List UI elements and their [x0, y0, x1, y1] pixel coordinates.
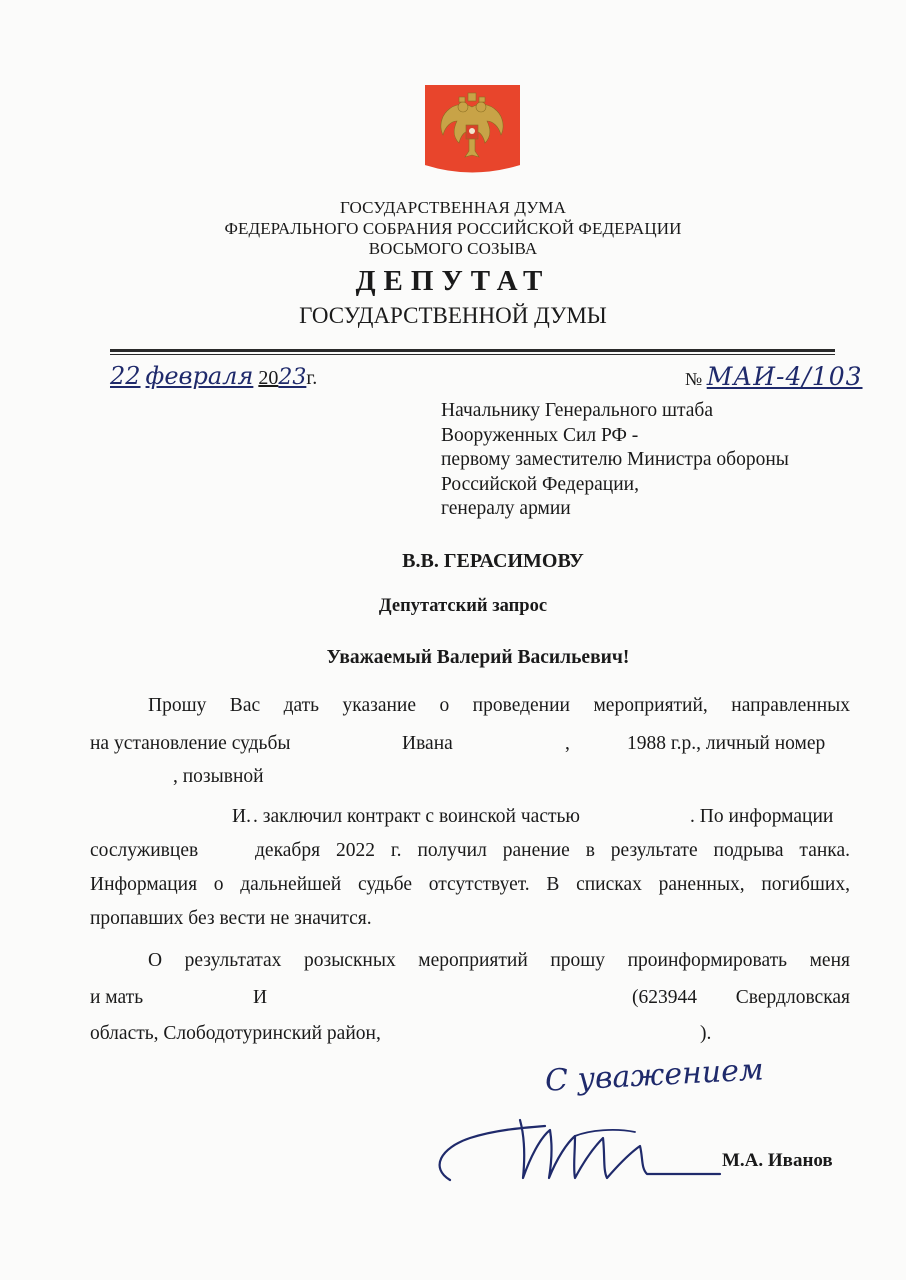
para1-line1: Прошу Вас дать указание о проведении мероприятий, направленных [148, 695, 850, 716]
para3-line3b: ). [700, 1023, 712, 1044]
para2-line4: пропавших без вести не значится. [90, 908, 372, 929]
para2-line2a: сослуживцев [90, 840, 199, 861]
para3-line3a: область, Слободотуринский район, [90, 1023, 381, 1044]
header-divider-thin [110, 354, 835, 355]
addressee-line: генералу армии [441, 498, 571, 519]
coat-of-arms-icon [425, 85, 520, 173]
para2-line1a: И. [232, 806, 251, 827]
date-day: 22 [110, 362, 141, 390]
addressee-name: В.В. ГЕРАСИМОВУ [402, 550, 584, 572]
date-suffix: г. [306, 367, 318, 389]
para3-line2a: и мать [90, 987, 144, 1008]
para2-line3: Информация о дальнейшей судьбе отсутствует. В списках раненных, погибших, [90, 874, 850, 895]
page-title: ДЕПУТАТ [355, 265, 551, 297]
para3-line2c: (623944 Свердловская [632, 987, 850, 1008]
para1-line2d: 1988 г.р., личный номер [627, 733, 826, 754]
date-year-hand: 23 [278, 365, 307, 390]
page-subtitle: ГОСУДАРСТВЕННОЙ ДУМЫ [299, 303, 607, 328]
header-line-2: ФЕДЕРАЛЬНОГО СОБРАНИЯ РОССИЙСКОЙ ФЕДЕРАЦИИ [224, 219, 682, 238]
para2-line1b: . заключил контракт с воинской частью [253, 806, 580, 827]
letter-number [685, 362, 863, 391]
signer-name: М.А. Иванов [722, 1150, 833, 1171]
letter-date [110, 362, 317, 390]
para3-line1: О результатах розыскных мероприятий прошу проинформировать меня [148, 950, 850, 971]
addressee-line: Российской Федерации, [441, 473, 639, 495]
para2-line1c: . По информации [690, 806, 834, 827]
document-type: Депутатский запрос [378, 596, 548, 616]
para3-line2b: И [253, 987, 268, 1008]
para2-line2b: декабря 2022 г. получил ранение в результате подрыва танка. [255, 840, 850, 861]
addressee-line: первому заместителю Министра обороны [441, 449, 789, 470]
signature-icon [425, 1108, 725, 1188]
para1-line2a: на установление судьбы [90, 733, 291, 754]
para1-line2c: , [565, 733, 570, 754]
date-month: февраля [145, 362, 254, 390]
addressee-line: Вооруженных Сил РФ - [441, 424, 639, 446]
header-line-1: ГОСУДАРСТВЕННАЯ ДУМА [340, 198, 566, 217]
header-divider-thick [110, 349, 835, 352]
closing-handwritten: С уважением [544, 1052, 765, 1099]
date-year-prefix: 20 [258, 367, 279, 389]
header-line-3: ВОСЬМОГО СОЗЫВА [368, 239, 538, 258]
addressee-block [441, 399, 789, 522]
para1-line3: , позывной [173, 766, 264, 787]
para1-line2b: Ивана [402, 733, 453, 754]
number-value: МАИ-4/103 [706, 362, 863, 391]
salutation: Уважаемый Валерий Васильевич! [326, 647, 630, 668]
number-prefix: № [685, 369, 703, 389]
addressee-line: Начальнику Генерального штаба [441, 400, 713, 421]
